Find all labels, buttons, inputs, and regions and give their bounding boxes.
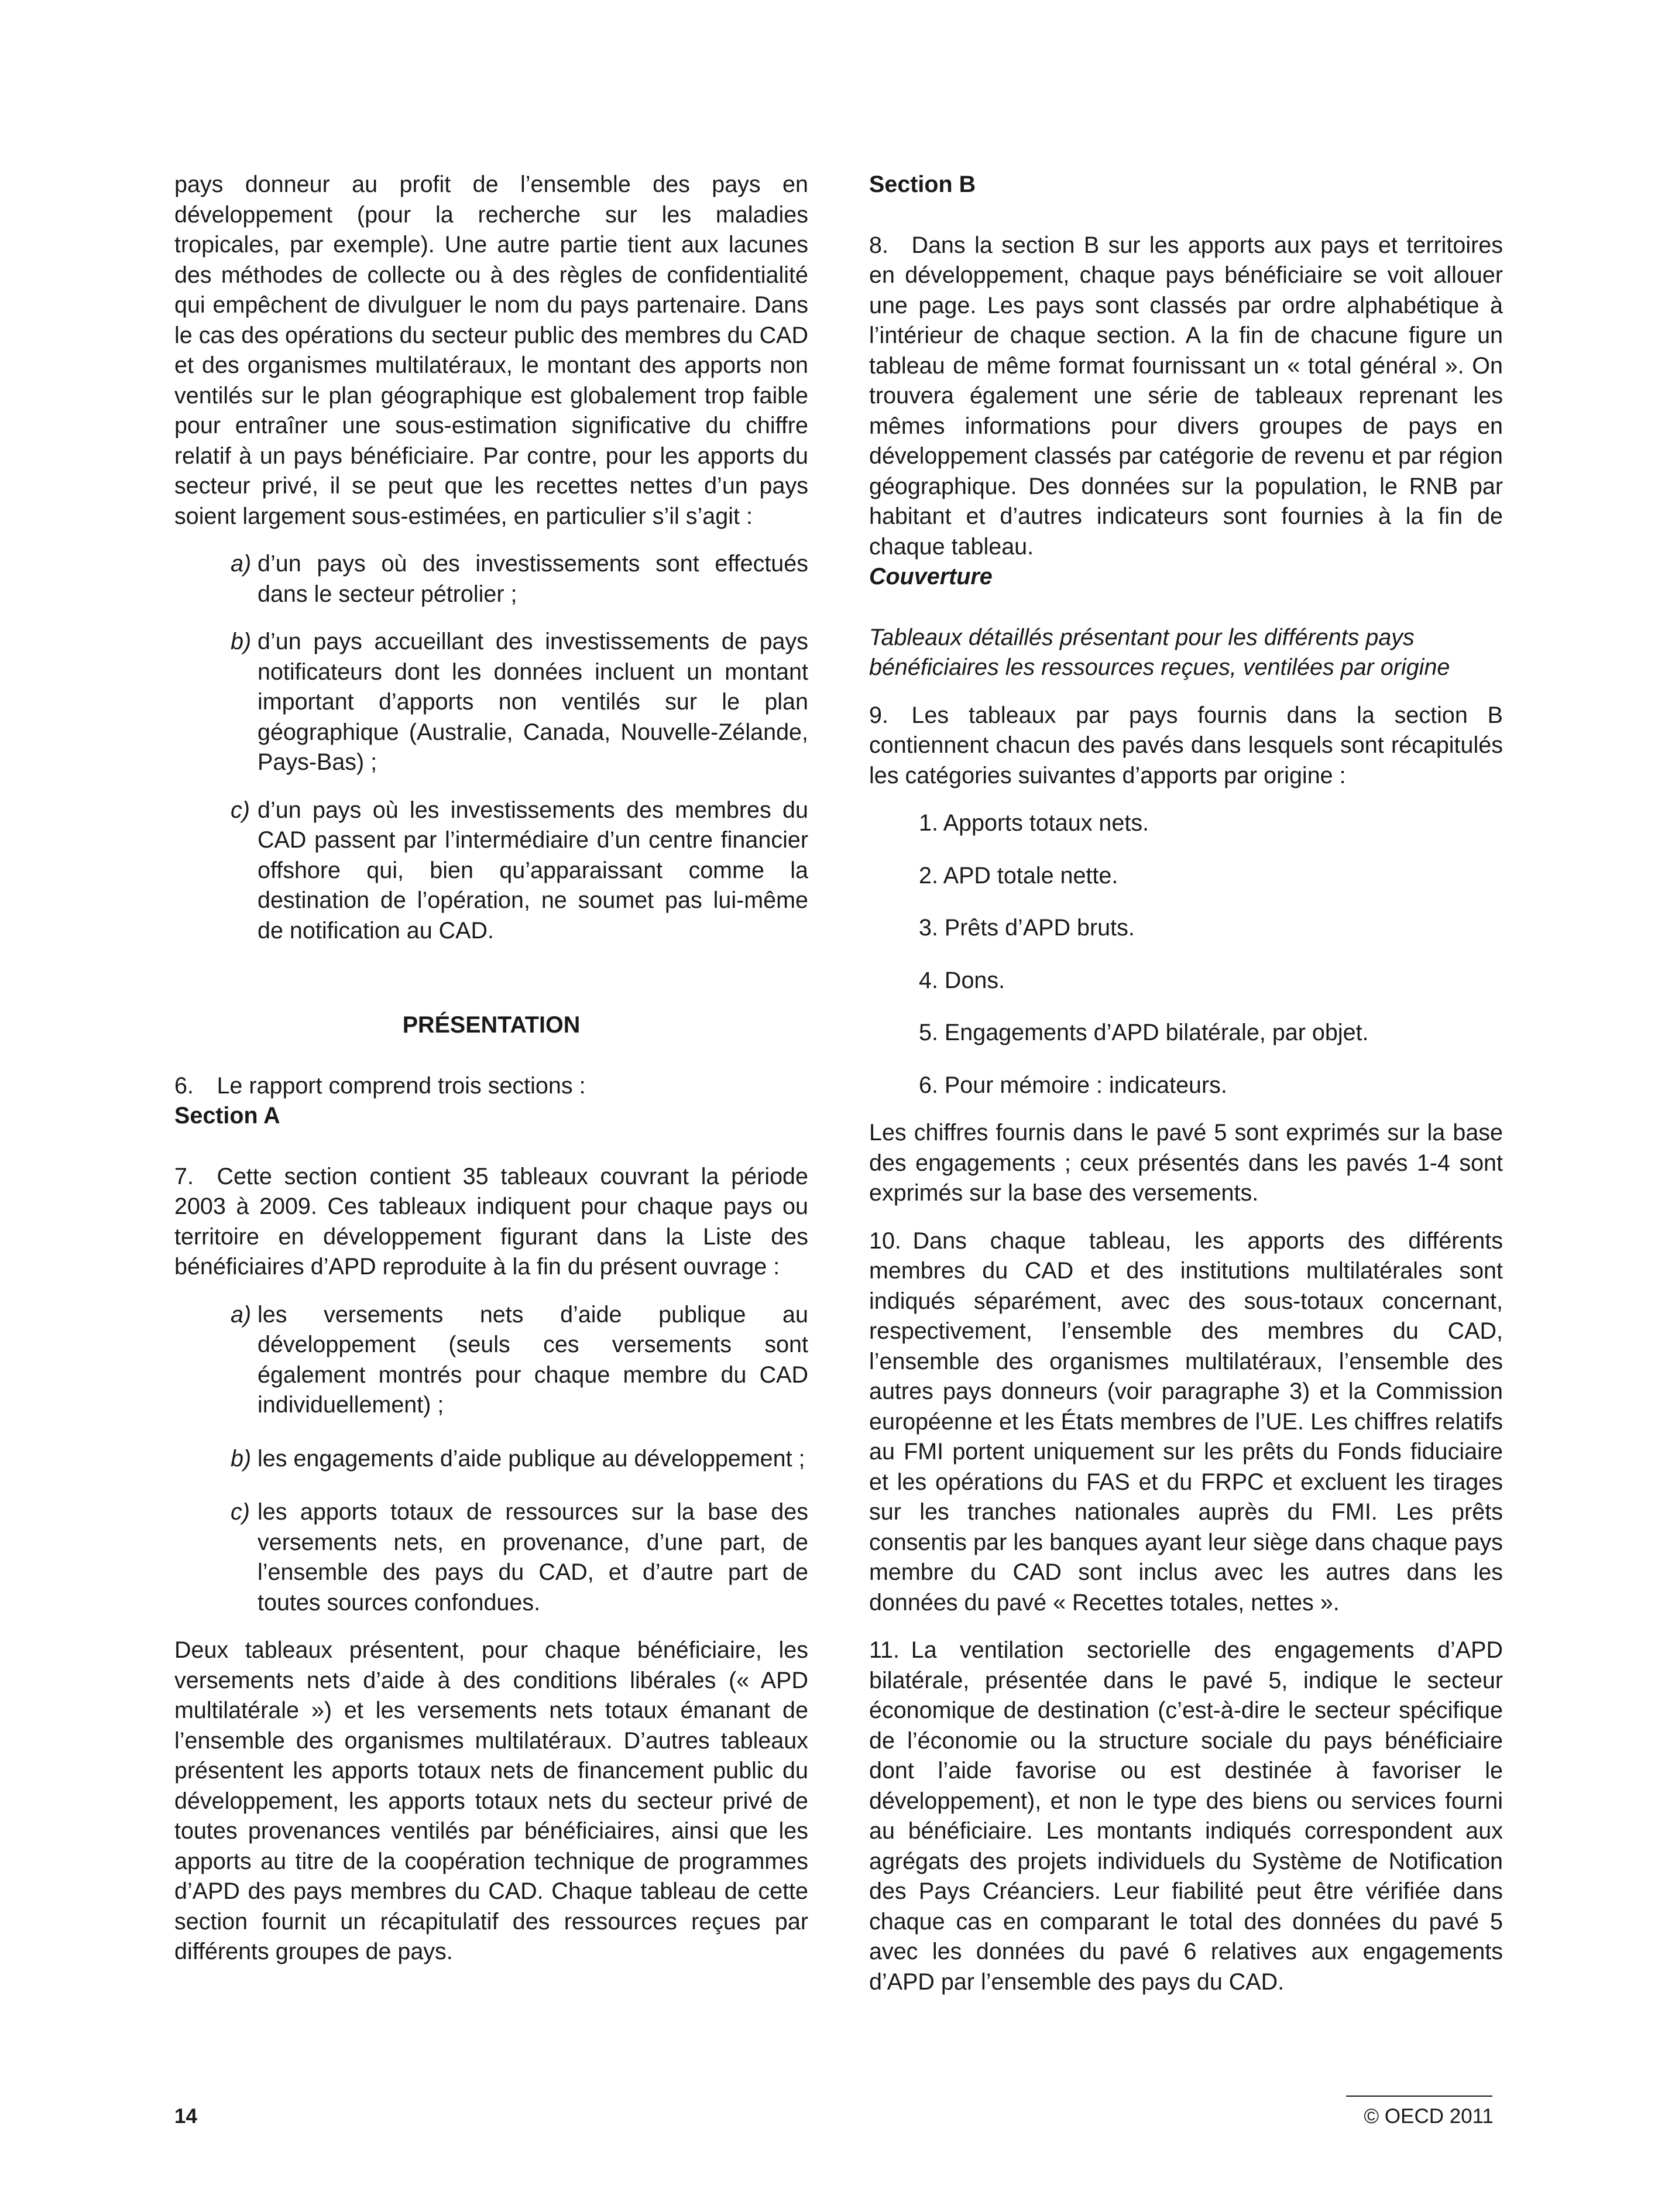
right-column: [869, 170, 1503, 1997]
list-label: c): [231, 1499, 250, 1525]
paragraph-7: 7. Cette section contient 35 tableaux couvrant la période 2003 à 2009. Ces tableaux indiquent pour chaque pays ou territoire en développement figurant dans la Liste des bénéficiaires d’APD reproduite à la fin du présent ouvrage :: [174, 1163, 808, 1280]
list-text: d’un pays accueillant des investissements de pays notificateurs dont les données incluent un montant important d’apports non ventilés sur le plan géographique (Australie, Canada, Nouvelle-Zélande, Pays-Bas) ;: [258, 629, 808, 775]
copyright: © OECD 2011: [1364, 2105, 1494, 2128]
numbered-item: 6. Pour mémoire : indicateurs.: [919, 1072, 1227, 1098]
list-text: les versements nets d’aide publique au développement (seuls ces versements sont également montrés pour chaque membre du CAD individuellement) ;: [258, 1301, 808, 1418]
left-column: [174, 170, 808, 1967]
list-label: c): [231, 797, 250, 823]
numbered-item: 5. Engagements d’APD bilatérale, par objet.: [919, 1020, 1369, 1045]
list-label: a): [231, 551, 252, 577]
list-item: [174, 1444, 808, 1474]
paragraph-9: 9. Les tableaux par pays fournis dans la section B contiennent chacun des pavés dans lesquels sont récapitulés les catégories suivantes d’apports par origine :: [869, 702, 1503, 788]
numbered-item: 3. Prêts d’APD bruts.: [919, 915, 1135, 941]
list-item: [174, 795, 808, 946]
intro-paragraph: pays donneur au profit de l’ensemble des pays en développement (pour la recherche sur les maladies tropicales, par exemple). Une autre partie tient aux lacunes des méthodes de collecte ou à des règles de confidentialité qui empêchent de divulguer le nom du pays partenaire. Dans le cas des opérations du secteur public des membres du CAD et des organismes multilatéraux, le montant des apports non ventilés sur le plan géographique est globalement trop faible pour entraîner une sous-estimation significative du chiffre relatif à un pays bénéficiaire. Par contre, pour les apports du secteur privé, il se peut que les recettes nettes d’un pays soient largement sous-estimées, en particulier s’il s’agit :: [174, 172, 808, 529]
list-label: b): [231, 629, 252, 654]
list-label: a): [231, 1301, 252, 1328]
list-item: [174, 627, 808, 778]
list-text: d’un pays où des investissements sont effectués dans le secteur pétrolier ;: [258, 551, 808, 607]
list-item: [174, 1497, 808, 1618]
numbered-item: 1. Apports totaux nets.: [919, 810, 1149, 836]
list-text: les engagements d’aide publique au développement ;: [258, 1445, 805, 1472]
list-text: d’un pays où les investissements des membres du CAD passent par l’intermédiaire d’un centre financier offshore qui, bien qu’apparaissant comme la destination de l’opération, ne soumet pas lui-même de notification au CAD.: [258, 797, 808, 944]
list-item: [174, 549, 808, 609]
list-label: b): [231, 1445, 252, 1472]
closing-paragraph: Deux tableaux présentent, pour chaque bénéficiaire, les versements nets d’aide à des conditions libérales (« APD multilatérale ») et les versements nets totaux émanant de l’ensemble des organismes multilatéraux. D’autres tableaux présentent les apports totaux nets de financement public du développement, les apports totaux nets du secteur privé de toutes provenances ventilés par bénéficiaires, ainsi que les apports au titre de la coopération technique de programmes d’APD des pays membres du CAD. Chaque tableau de cette section fournit un récapitulatif des ressources reçues par différents groupes de pays.: [174, 1637, 808, 1964]
page-number: 14: [174, 2105, 197, 2128]
coverage-caption: Tableaux détaillés présentant pour les différents pays bénéficiaires les ressources reçues, ventilées par origine: [869, 624, 1450, 680]
presentation-heading: PRÉSENTATION: [402, 1012, 581, 1038]
numbered-item: 4. Dons.: [919, 967, 1005, 993]
after-list-paragraph: Les chiffres fournis dans le pavé 5 sont exprimés sur la base des engagements ; ceux présentés dans les pavés 1-4 sont exprimés sur la base des versements.: [869, 1120, 1503, 1206]
paragraph-10: 10. Dans chaque tableau, les apports des différents membres du CAD et des institutions multilatérales sont indiqués séparément, avec des sous-totaux concernant, respectivement, l’ensemble des membres du CAD, l’ensemble des organismes multilatéraux, l’ensemble des autres pays donneurs (voir paragraphe 3) et la Commission européenne et les États membres de l’UE. Les chiffres relatifs au FMI portent uniquement sur les prêts du Fonds fiduciaire et les opérations du FAS et du FRPC et excluent les tirages sur les tranches nationales auprès du FMI. Les prêts consentis par les banques ayant leur siège dans chaque pays membre du CAD sont inclus avec les autres dans les données du pavé « Recettes totales, nettes ».: [869, 1227, 1503, 1616]
section-a-heading: Section A: [174, 1103, 280, 1129]
paragraph-11: 11. La ventilation sectorielle des engagements d’APD bilatérale, présentée dans le pavé 5, indique le secteur économique de destination (c’est-à-dire le secteur spécifique de l’économie ou la structure sociale du pays bénéficiaire dont l’aide favorise ou est destinée à favoriser le développement), et non le type des biens ou services fourni au bénéficiaire. Les montants indiqués correspondent aux agrégats des projets individuels du Système de Notification des Pays Créanciers. Leur fiabilité peut être vérifiée dans chaque cas en comparant le total des données du pavé 5 avec les données du pavé 6 relatives aux engagements d’APD par l’ensemble des pays du CAD.: [869, 1637, 1503, 1995]
paragraph-8: 8. Dans la section B sur les apports aux pays et territoires en développement, chaque pays bénéficiaire se voit allouer une page. Les pays sont classés par ordre alphabétique à l’intérieur de chaque section. A la fin de chacune figure un tableau de même format fournissant un « total général ». On trouvera également une série de tableaux reprenant les mêmes informations pour divers groupes de pays en développement classés par catégorie de revenu et par région géographique. Des données sur la population, le RNB par habitant et d’autres indicateurs sont fournies à la fin de chaque tableau.: [869, 232, 1503, 560]
list-text: les apports totaux de ressources sur la base des versements nets, en provenance, d’une part, de l’ensemble des pays du CAD, et d’autre part de toutes sources confondues.: [258, 1499, 808, 1616]
section-b-heading: Section B: [869, 172, 976, 197]
paragraph-6: 6. Le rapport comprend trois sections :: [174, 1072, 586, 1099]
list-item: [174, 1300, 808, 1421]
footer-rule: [1346, 2096, 1492, 2097]
numbered-item: 2. APD totale nette.: [919, 862, 1118, 889]
couverture-heading: Couverture: [869, 564, 993, 589]
